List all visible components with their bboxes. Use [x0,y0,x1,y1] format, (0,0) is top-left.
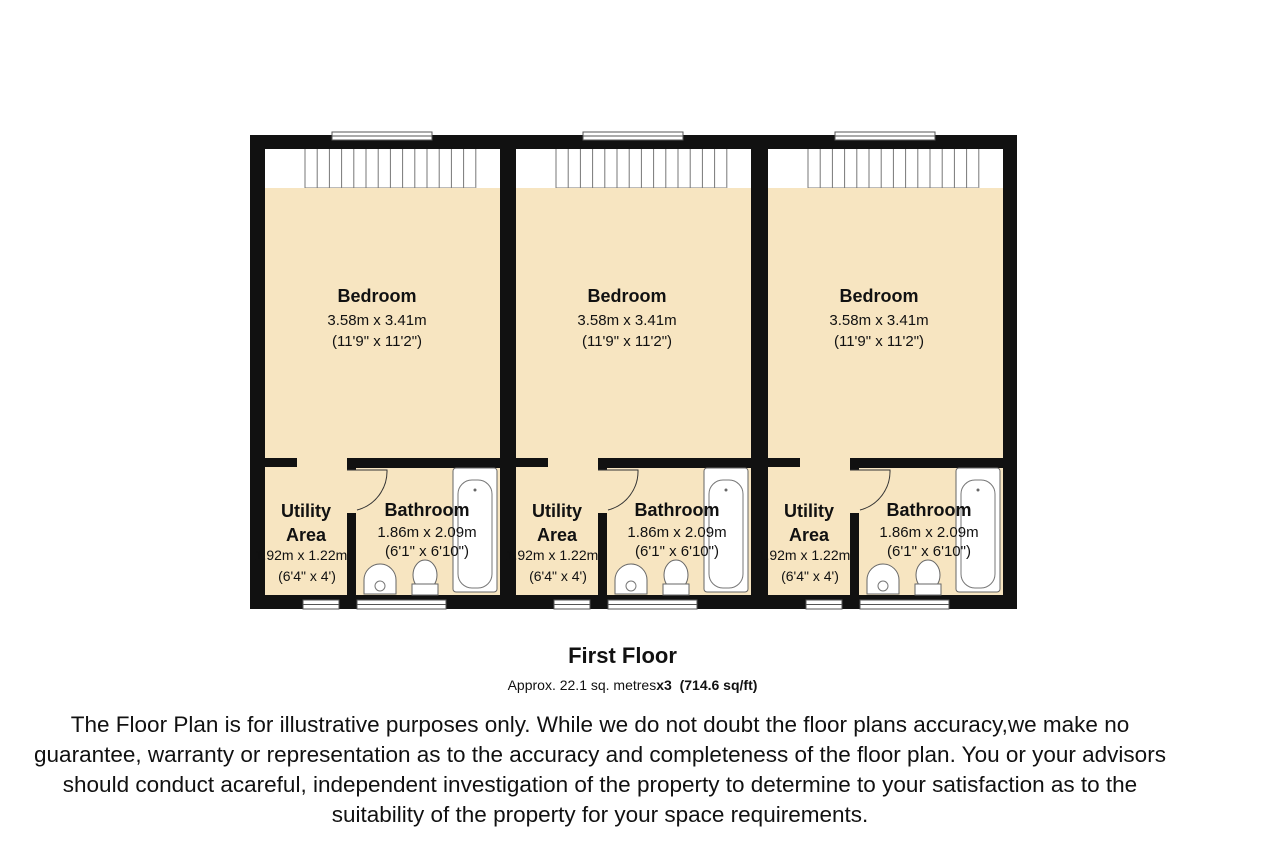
bathroom-1-size-imperial: (6'1" x 6'10") [385,543,469,560]
floor-title: First Floor [568,643,677,668]
bathroom-3-size-imperial: (6'1" x 6'10") [887,543,971,560]
utility-3-title-line2: Area [788,525,830,545]
utility-1-size-imperial: (6'4" x 4') [278,568,336,584]
floor-area-multiplier: x3 [656,677,672,693]
utility-2-size-metric: 1.92m x 1.22m [505,547,599,563]
utility-3-title-line1: Utility [783,501,834,521]
unit-2-stairwell [516,149,751,188]
bedroom-2-size-imperial: (11'9" x 11'2") [581,333,673,350]
bedroom-3-size-imperial: (11'9" x 11'2") [833,333,925,350]
floor-area-metric: Approx. 22.1 sq. metres [507,677,657,693]
bathroom-2-size-imperial: (6'1" x 6'10") [635,543,719,560]
utility-1-title-line1: Utility [280,501,331,521]
bedroom-1-size-metric: 3.58m x 3.41m [327,312,427,329]
utility-1-size-metric: 1.92m x 1.22m [254,547,348,563]
floor-area-imperial: (714.6 sq/ft) [679,677,758,693]
bathroom-3-size-metric: 1.86m x 2.09m [879,524,979,541]
bedroom-2-title: Bedroom [587,286,667,306]
bedroom-3-size-metric: 3.58m x 3.41m [829,312,929,329]
bathroom-3-title: Bathroom [886,500,972,520]
floor-area-summary [0,677,1265,693]
utility-2-title-line2: Area [536,525,578,545]
utility-3-size-metric: 1.92m x 1.22m [757,547,851,563]
bedroom-2-size-metric: 3.58m x 3.41m [577,312,677,329]
bedroom-3-title: Bedroom [839,286,919,306]
utility-2-size-imperial: (6'4" x 4') [529,568,587,584]
bathroom-1-size-metric: 1.86m x 2.09m [377,524,477,541]
bathroom-2-title: Bathroom [634,500,720,520]
utility-2-title-line1: Utility [531,501,582,521]
unit-1-stairwell [265,149,500,188]
disclaimer-text: The Floor Plan is for illustrative purposes only. While we do not doubt the floor plans accuracy,we make no guarantee, warranty or representation as to the accuracy and completeness of the floor plan. You or your advisors should conduct acareful, independent investigation of the property to determine to your satisfaction as to the suitability of the property for your space requirements. [34,712,1166,827]
utility-3-size-imperial: (6'4" x 4') [781,568,839,584]
bathroom-1-title: Bathroom [384,500,470,520]
bedroom-1-title: Bedroom [337,286,417,306]
bedroom-1-size-imperial: (11'9" x 11'2") [331,333,423,350]
bathroom-2-size-metric: 1.86m x 2.09m [627,524,727,541]
unit-3-stairwell [768,149,1003,188]
utility-1-title-line2: Area [285,525,327,545]
